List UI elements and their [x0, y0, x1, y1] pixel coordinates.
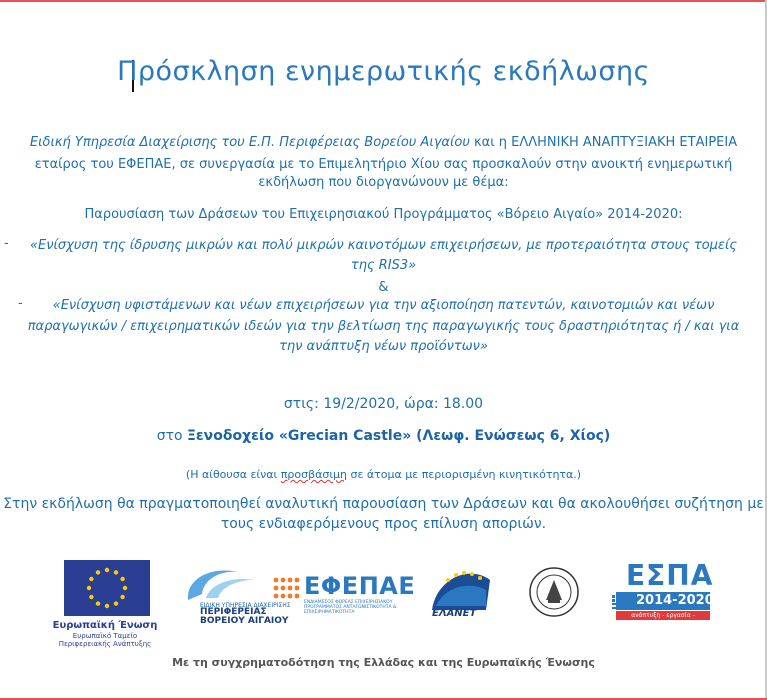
page-top-border: [0, 0, 767, 2]
region-name: [200, 608, 288, 626]
bullet-dash-2: -: [18, 296, 23, 311]
espa-slogan: ανάπτυξη - εργασία - αλληλεγγύη: [616, 611, 710, 620]
bullet-1-line-2[interactable]: της RIS3»: [350, 258, 417, 273]
eu-subtitle: [40, 632, 170, 648]
chamber-seal-icon: [528, 566, 580, 618]
intro-company: και η ΕΛΛΗΝΙΚΗ ΑΝΑΠΤΥΞΙΑΚΗ ΕΤΑΙΡΕΙΑ: [469, 135, 738, 150]
bullet-2-line-1[interactable]: «Ενίσχυση υφιστάμενων και νέων επιχειρήσεων για την αξιοποίηση πατεντών, καινοτομιών και νέων: [52, 298, 715, 313]
region-name-2: ΒΟΡΕΙΟΥ ΑΙΓΑΙΟΥ: [200, 616, 289, 626]
bullet-2-line-2[interactable]: παραγωγικών / επιχειρηματικών ιδεών για την βελτίωση της παραγωγικής τους δραστηριότητας ή / και για: [27, 319, 740, 334]
intro-authority: Ειδική Υπηρεσία Διαχείρισης του Ε.Π. Περιφέρειας Βορείου Αιγαίου: [29, 135, 470, 150]
cofinancing-footer[interactable]: Με τη συγχρηματοδότηση της Ελλάδας και της Ευρωπαϊκής Ένωσης: [172, 656, 595, 669]
ampersand[interactable]: &: [378, 280, 389, 295]
intro-line-3[interactable]: εκδήλωση που διοργανώνουν με θέμα:: [258, 175, 509, 190]
venue-place: Ξενοδοχείο «Grecian Castle» (Λεωφ. Ενώσεως 6, Χίος): [187, 428, 611, 444]
closing-line-2[interactable]: τους ενδιαφερόμενους προς επίλυση αποριών.: [220, 516, 547, 532]
intro-line-2[interactable]: εταίρος του ΕΦΕΠΑΕ, σε συνεργασία με το Επιμελητήριο Χίου σας προσκαλούν στην ανοικτή ενημερωτική: [34, 157, 733, 172]
efepae-subtitle: ΕΝΔΙΑΜΕΣΟΣ ΦΟΡΕΑΣ ΕΠΙΧΕΙΡΗΣΙΑΚΟΥ ΠΡΟΓΡΑΜΜΑΤΟΣ ΑΝΤΑΓΩΝΙΣΤΙΚΟΤΗΤΑ & ΕΠΙΧΕΙΡΗΜΑΤΙΚΟΤΗΤΑ: [304, 600, 397, 615]
programme-line[interactable]: Παρουσίαση των Δράσεων του Επιχειρησιακού Προγράμματος «Βόρειο Αιγαίο» 2014-2020:: [84, 207, 683, 222]
event-venue[interactable]: [0, 427, 767, 445]
invitation-title[interactable]: Πρόσκληση ενημερωτικής εκδήλωσης: [117, 56, 650, 87]
espa-logo-text: ΕΣΠΑ: [626, 559, 714, 592]
intro-line-1[interactable]: [0, 134, 767, 152]
espa-years: 2014-2020: [636, 593, 714, 608]
region-authority-text: ΕΙΔΙΚΗ ΥΠΗΡΕΣΙΑ ΔΙΑΧΕΙΡΙΣΗΣ: [200, 602, 291, 609]
efepae-logo-text: ΕΦΕΠΑΕ: [304, 572, 416, 600]
elanet-logo-text: ΕΛΑΝΕΤ: [432, 608, 477, 619]
eu-title: Ευρωπαϊκή Ένωση: [52, 620, 158, 631]
bullet-1-line-1[interactable]: «Ενίσχυση της ίδρυσης μικρών και πολύ μικρών καινοτόμων επιχειρήσεων, με προτεραιότητα στους τομείς: [30, 238, 737, 253]
eu-subtitle-1: Ευρωπαϊκό Ταμείο: [72, 632, 138, 640]
event-date[interactable]: στις: 19/2/2020, ώρα: 18.00: [283, 396, 484, 412]
bullet-2-line-3[interactable]: την ανάπτυξη νέων προϊόντων»: [279, 339, 488, 354]
venue-prefix: στο: [156, 428, 188, 444]
eu-subtitle-2: Περιφερειακής Ανάπτυξης: [58, 640, 152, 648]
sponsor-logos: [0, 560, 767, 650]
access-after: σε άτομα με περιορισμένη κινητικότητα.): [347, 468, 582, 481]
closing-line-1[interactable]: Στην εκδήλωση θα πραγματοποιηθεί αναλυτική παρουσίαση των Δράσεων και θα ακολουθήσει συζήτηση με: [3, 496, 764, 512]
accessibility-note[interactable]: [0, 466, 767, 484]
region-name-1: ΠΕΡΙΦΕΡΕΙΑΣ: [200, 607, 267, 617]
efepae-dots-icon: [272, 576, 302, 604]
spellcheck-word: προσβάσιμη: [280, 468, 348, 481]
access-before: (Η αίθουσα είναι: [185, 468, 281, 481]
eu-flag-icon: [64, 560, 150, 616]
bullet-dash-1: -: [4, 236, 9, 251]
